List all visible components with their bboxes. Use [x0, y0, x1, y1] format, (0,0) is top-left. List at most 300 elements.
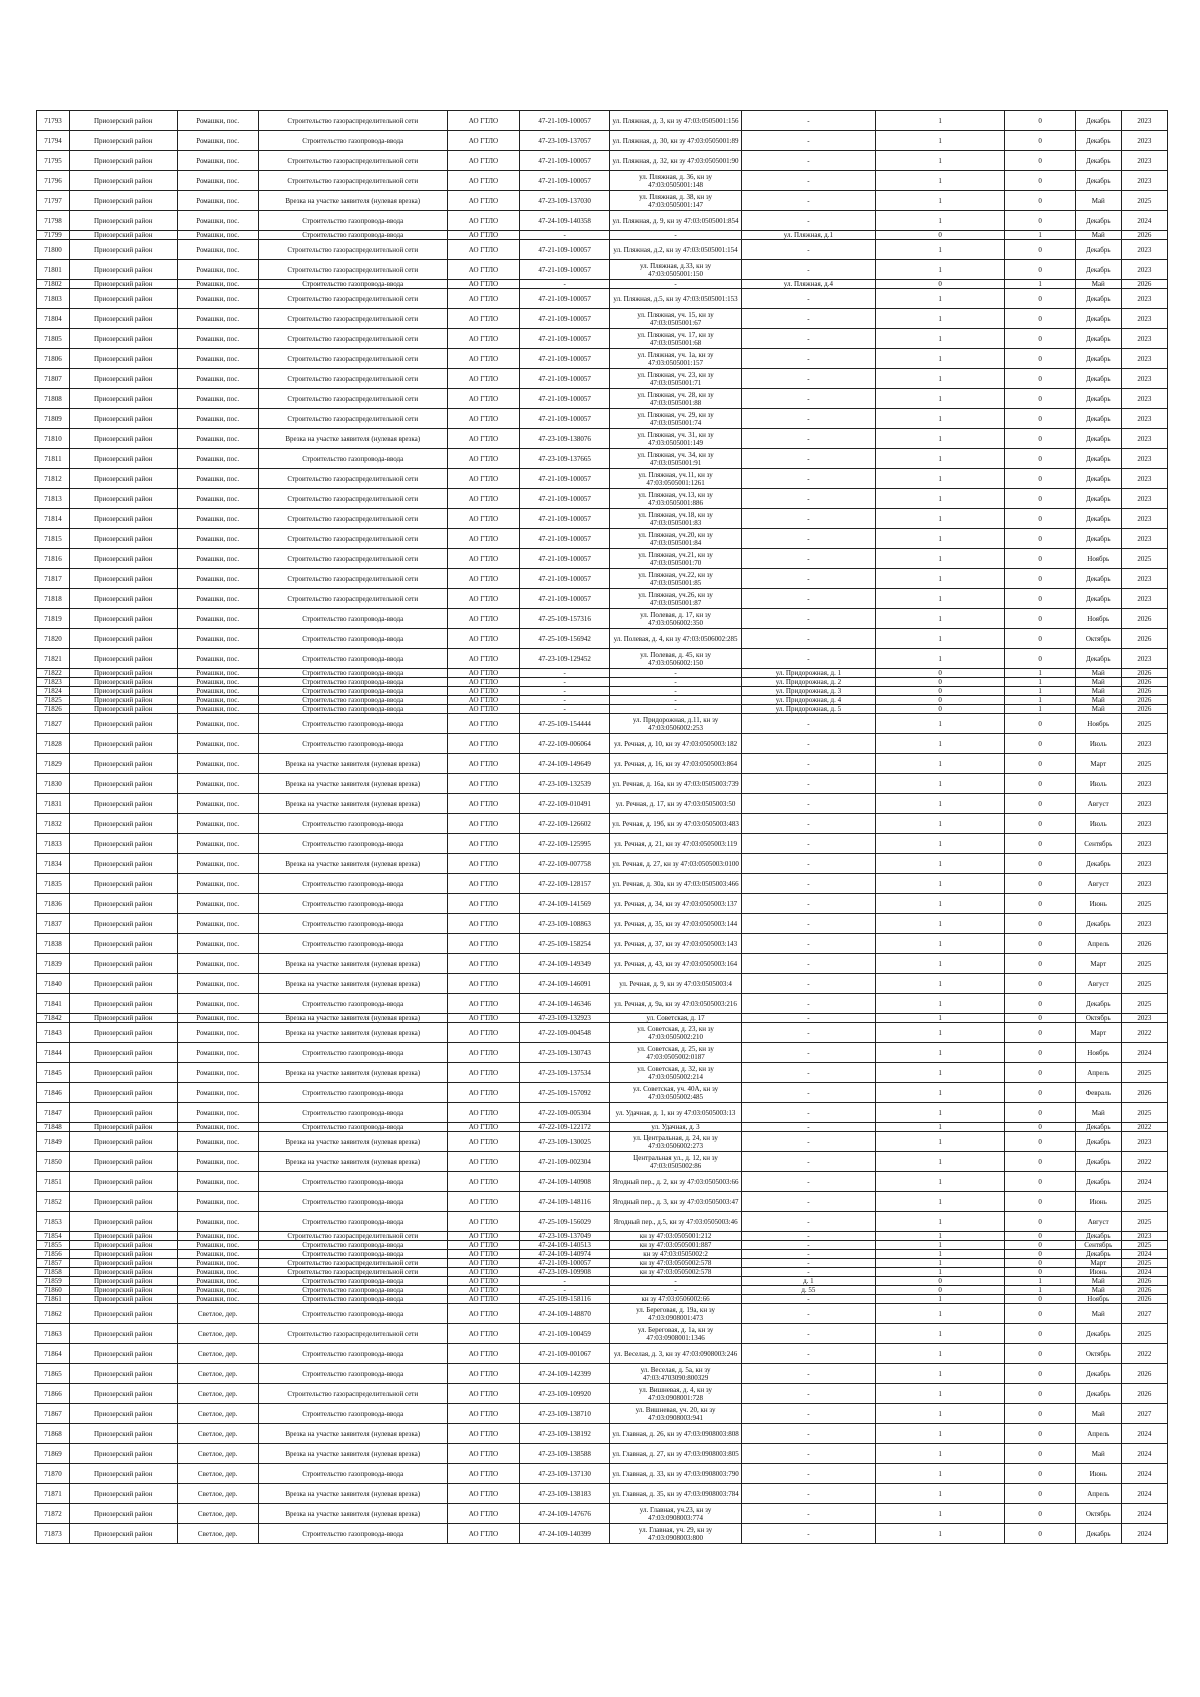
count-b-cell: 0 — [1005, 1241, 1075, 1250]
district-cell: Приозерский район — [69, 369, 177, 389]
month-cell: Ноябрь — [1075, 1295, 1121, 1304]
contract-cell: 47-21-109-100057 — [520, 111, 610, 131]
settlement-cell: Ромашки, пос. — [177, 151, 258, 171]
organization-cell: АО ГТЛО — [447, 1063, 519, 1083]
month-cell: Декабрь — [1075, 1123, 1121, 1132]
address-cell: - — [741, 1464, 875, 1484]
year-cell: 2024 — [1121, 211, 1167, 231]
table-row — [37, 1464, 1168, 1484]
month-cell: Март — [1075, 754, 1121, 774]
month-cell: Декабрь — [1075, 449, 1121, 469]
settlement-cell: Ромашки, пос. — [177, 1212, 258, 1232]
row-number: 71828 — [37, 734, 70, 754]
address-cell: - — [741, 409, 875, 429]
count-a-cell: 1 — [875, 1132, 1005, 1152]
year-cell: 2024 — [1121, 1268, 1167, 1277]
cadastral-address-cell: ул. Речная, д. 30а, кн зу 47:03:0505003:466 — [610, 874, 742, 894]
district-cell: Приозерский район — [69, 1295, 177, 1304]
address-cell: - — [741, 814, 875, 834]
work-type-cell: Строительство газораспределительной сети — [258, 409, 447, 429]
count-b-cell: 0 — [1005, 489, 1075, 509]
contract-cell: 47-21-109-100057 — [520, 289, 610, 309]
settlement-cell: Ромашки, пос. — [177, 211, 258, 231]
address-cell: - — [741, 874, 875, 894]
count-b-cell: 0 — [1005, 349, 1075, 369]
address-cell: - — [741, 1384, 875, 1404]
work-type-cell: Строительство газораспределительной сети — [258, 1324, 447, 1344]
count-b-cell: 0 — [1005, 1043, 1075, 1063]
contract-cell: - — [520, 687, 610, 696]
row-number: 71831 — [37, 794, 70, 814]
cadastral-address-cell: ул. Пляжная, уч. 17, кн зу 47:03:0505001:68 — [610, 329, 742, 349]
data-table — [36, 110, 1168, 1544]
contract-cell: 47-25-109-156029 — [520, 1212, 610, 1232]
table-row — [37, 589, 1168, 609]
count-a-cell: 1 — [875, 289, 1005, 309]
address-cell: - — [741, 1295, 875, 1304]
count-a-cell: 1 — [875, 874, 1005, 894]
count-a-cell: 1 — [875, 854, 1005, 874]
work-type-cell: Строительство газопровода-ввода — [258, 211, 447, 231]
organization-cell: АО ГТЛО — [447, 834, 519, 854]
count-a-cell: 0 — [875, 669, 1005, 678]
address-cell: - — [741, 914, 875, 934]
year-cell: 2023 — [1121, 111, 1167, 131]
work-type-cell: Строительство газопровода-ввода — [258, 705, 447, 714]
address-cell: - — [741, 1212, 875, 1232]
month-cell: Декабрь — [1075, 309, 1121, 329]
settlement-cell: Ромашки, пос. — [177, 569, 258, 589]
row-number: 71850 — [37, 1152, 70, 1172]
count-b-cell: 0 — [1005, 1424, 1075, 1444]
settlement-cell: Ромашки, пос. — [177, 914, 258, 934]
table-row — [37, 1063, 1168, 1083]
work-type-cell: Строительство газопровода-ввода — [258, 734, 447, 754]
month-cell: Август — [1075, 974, 1121, 994]
table-row — [37, 151, 1168, 171]
organization-cell: АО ГТЛО — [447, 329, 519, 349]
table-row — [37, 1250, 1168, 1259]
district-cell: Приозерский район — [69, 389, 177, 409]
month-cell: Октябрь — [1075, 1014, 1121, 1023]
count-a-cell: 1 — [875, 629, 1005, 649]
row-number: 71839 — [37, 954, 70, 974]
table-row — [37, 705, 1168, 714]
month-cell: Декабрь — [1075, 1384, 1121, 1404]
count-b-cell: 0 — [1005, 794, 1075, 814]
organization-cell: АО ГТЛО — [447, 349, 519, 369]
month-cell: Сентябрь — [1075, 1241, 1121, 1250]
organization-cell: АО ГТЛО — [447, 1504, 519, 1524]
year-cell: 2024 — [1121, 1484, 1167, 1504]
count-a-cell: 1 — [875, 369, 1005, 389]
district-cell: Приозерский район — [69, 1232, 177, 1241]
work-type-cell: Строительство газораспределительной сети — [258, 260, 447, 280]
table-row — [37, 231, 1168, 240]
settlement-cell: Светлое, дер. — [177, 1304, 258, 1324]
work-type-cell: Врезка на участке заявителя (нулевая врезка) — [258, 1023, 447, 1043]
work-type-cell: Строительство газораспределительной сети — [258, 329, 447, 349]
month-cell: Декабрь — [1075, 369, 1121, 389]
contract-cell: 47-22-109-125995 — [520, 834, 610, 854]
organization-cell: АО ГТЛО — [447, 1324, 519, 1344]
year-cell: 2025 — [1121, 1063, 1167, 1083]
row-number: 71842 — [37, 1014, 70, 1023]
contract-cell: 47-21-109-002304 — [520, 1152, 610, 1172]
count-a-cell: 1 — [875, 834, 1005, 854]
district-cell: Приозерский район — [69, 289, 177, 309]
address-cell: - — [741, 794, 875, 814]
district-cell: Приозерский район — [69, 349, 177, 369]
settlement-cell: Ромашки, пос. — [177, 549, 258, 569]
address-cell: - — [741, 854, 875, 874]
table-row — [37, 1324, 1168, 1344]
work-type-cell: Строительство газораспределительной сети — [258, 1232, 447, 1241]
district-cell: Приозерский район — [69, 678, 177, 687]
row-number: 71843 — [37, 1023, 70, 1043]
contract-cell: 47-21-109-100057 — [520, 529, 610, 549]
cadastral-address-cell: ул. Главная, уч. 29, кн зу 47:03:0908003:800 — [610, 1524, 742, 1544]
cadastral-address-cell: ул. Удачная, д. 1, кн зу 47:03:0505003:13 — [610, 1103, 742, 1123]
settlement-cell: Ромашки, пос. — [177, 714, 258, 734]
row-number: 71861 — [37, 1295, 70, 1304]
address-cell: - — [741, 934, 875, 954]
settlement-cell: Ромашки, пос. — [177, 934, 258, 954]
cadastral-address-cell: ул. Главная, д. 26, кн зу 47:03:0908003:808 — [610, 1424, 742, 1444]
year-cell: 2023 — [1121, 874, 1167, 894]
contract-cell: - — [520, 705, 610, 714]
year-cell: 2025 — [1121, 191, 1167, 211]
address-cell: - — [741, 191, 875, 211]
settlement-cell: Ромашки, пос. — [177, 309, 258, 329]
contract-cell: 47-24-109-140974 — [520, 1250, 610, 1259]
year-cell: 2023 — [1121, 151, 1167, 171]
count-a-cell: 1 — [875, 609, 1005, 629]
settlement-cell: Ромашки, пос. — [177, 874, 258, 894]
year-cell: 2026 — [1121, 609, 1167, 629]
table-row — [37, 1172, 1168, 1192]
row-number: 71824 — [37, 687, 70, 696]
address-cell: - — [741, 1103, 875, 1123]
count-b-cell: 1 — [1005, 1277, 1075, 1286]
row-number: 71813 — [37, 489, 70, 509]
address-cell: - — [741, 549, 875, 569]
organization-cell: АО ГТЛО — [447, 705, 519, 714]
count-a-cell: 1 — [875, 914, 1005, 934]
count-a-cell: 1 — [875, 1172, 1005, 1192]
contract-cell: - — [520, 231, 610, 240]
row-number: 71827 — [37, 714, 70, 734]
count-b-cell: 0 — [1005, 1464, 1075, 1484]
contract-cell: 47-24-109-140513 — [520, 1241, 610, 1250]
address-cell: - — [741, 714, 875, 734]
address-cell: - — [741, 211, 875, 231]
contract-cell: 47-23-109-138183 — [520, 1484, 610, 1504]
district-cell: Приозерский район — [69, 1192, 177, 1212]
month-cell: Май — [1075, 705, 1121, 714]
district-cell: Приозерский район — [69, 469, 177, 489]
cadastral-address-cell: ул. Вишневая, д. 4, кн зу 47:03:0908001:728 — [610, 1384, 742, 1404]
district-cell: Приозерский район — [69, 1484, 177, 1504]
table-row — [37, 309, 1168, 329]
address-cell: - — [741, 589, 875, 609]
year-cell: 2025 — [1121, 714, 1167, 734]
work-type-cell: Врезка на участке заявителя (нулевая врезка) — [258, 1063, 447, 1083]
table-row — [37, 1384, 1168, 1404]
work-type-cell: Строительство газопровода-ввода — [258, 874, 447, 894]
month-cell: Июль — [1075, 774, 1121, 794]
count-b-cell: 0 — [1005, 211, 1075, 231]
contract-cell: 47-23-109-137057 — [520, 131, 610, 151]
count-b-cell: 0 — [1005, 1384, 1075, 1404]
count-a-cell: 1 — [875, 1241, 1005, 1250]
row-number: 71825 — [37, 696, 70, 705]
district-cell: Приозерский район — [69, 629, 177, 649]
row-number: 71811 — [37, 449, 70, 469]
settlement-cell: Ромашки, пос. — [177, 1083, 258, 1103]
organization-cell: АО ГТЛО — [447, 1083, 519, 1103]
organization-cell: АО ГТЛО — [447, 131, 519, 151]
contract-cell: 47-22-109-010491 — [520, 794, 610, 814]
year-cell: 2024 — [1121, 1504, 1167, 1524]
address-cell: - — [741, 1250, 875, 1259]
settlement-cell: Ромашки, пос. — [177, 1268, 258, 1277]
cadastral-address-cell: ул. Полевая, д. 4, кн зу 47:03:0506002:285 — [610, 629, 742, 649]
row-number: 71833 — [37, 834, 70, 854]
table-row — [37, 1524, 1168, 1544]
count-a-cell: 1 — [875, 794, 1005, 814]
work-type-cell: Врезка на участке заявителя (нулевая врезка) — [258, 1014, 447, 1023]
settlement-cell: Ромашки, пос. — [177, 1250, 258, 1259]
address-cell: ул. Придорожная, д. 1 — [741, 669, 875, 678]
count-a-cell: 1 — [875, 1083, 1005, 1103]
cadastral-address-cell: ул. Пляжная, уч.11, кн зу 47:03:0505001:1261 — [610, 469, 742, 489]
address-cell: - — [741, 1063, 875, 1083]
row-number: 71832 — [37, 814, 70, 834]
district-cell: Приозерский район — [69, 705, 177, 714]
settlement-cell: Ромашки, пос. — [177, 1103, 258, 1123]
year-cell: 2024 — [1121, 1464, 1167, 1484]
address-cell: - — [741, 1404, 875, 1424]
district-cell: Приозерский район — [69, 1241, 177, 1250]
month-cell: Июнь — [1075, 894, 1121, 914]
settlement-cell: Ромашки, пос. — [177, 529, 258, 549]
table-row — [37, 489, 1168, 509]
cadastral-address-cell: кн зу 47:03:0505002:578 — [610, 1259, 742, 1268]
count-b-cell: 0 — [1005, 111, 1075, 131]
settlement-cell: Ромашки, пос. — [177, 1241, 258, 1250]
address-cell: - — [741, 1304, 875, 1324]
count-b-cell: 0 — [1005, 974, 1075, 994]
count-a-cell: 1 — [875, 1023, 1005, 1043]
count-a-cell: 0 — [875, 696, 1005, 705]
work-type-cell: Строительство газопровода-ввода — [258, 1123, 447, 1132]
organization-cell: АО ГТЛО — [447, 1268, 519, 1277]
work-type-cell: Строительство газопровода-ввода — [258, 280, 447, 289]
month-cell: Декабрь — [1075, 914, 1121, 934]
work-type-cell: Врезка на участке заявителя (нулевая врезка) — [258, 954, 447, 974]
count-b-cell: 0 — [1005, 814, 1075, 834]
organization-cell: АО ГТЛО — [447, 1123, 519, 1132]
count-a-cell: 1 — [875, 349, 1005, 369]
work-type-cell: Строительство газораспределительной сети — [258, 549, 447, 569]
contract-cell: 47-21-109-100057 — [520, 369, 610, 389]
organization-cell: АО ГТЛО — [447, 669, 519, 678]
table-row — [37, 260, 1168, 280]
address-cell: - — [741, 529, 875, 549]
month-cell: Ноябрь — [1075, 549, 1121, 569]
month-cell: Декабрь — [1075, 211, 1121, 231]
organization-cell: АО ГТЛО — [447, 714, 519, 734]
contract-cell: 47-25-109-157092 — [520, 1083, 610, 1103]
count-a-cell: 1 — [875, 1250, 1005, 1259]
cadastral-address-cell: ул. Советская, уч. 40А, кн зу 47:03:0505002:485 — [610, 1083, 742, 1103]
row-number: 71830 — [37, 774, 70, 794]
row-number: 71863 — [37, 1324, 70, 1344]
address-cell: - — [741, 569, 875, 589]
work-type-cell: Строительство газопровода-ввода — [258, 1083, 447, 1103]
district-cell: Приозерский район — [69, 1464, 177, 1484]
table-row — [37, 734, 1168, 754]
contract-cell: 47-24-109-142399 — [520, 1364, 610, 1384]
row-number: 71796 — [37, 171, 70, 191]
count-b-cell: 0 — [1005, 549, 1075, 569]
district-cell: Приозерский район — [69, 449, 177, 469]
month-cell: Декабрь — [1075, 1152, 1121, 1172]
contract-cell: 47-21-109-100459 — [520, 1324, 610, 1344]
row-number: 71868 — [37, 1424, 70, 1444]
count-b-cell: 0 — [1005, 934, 1075, 954]
work-type-cell: Врезка на участке заявителя (нулевая врезка) — [258, 754, 447, 774]
month-cell: Декабрь — [1075, 469, 1121, 489]
count-b-cell: 0 — [1005, 469, 1075, 489]
count-a-cell: 1 — [875, 1014, 1005, 1023]
settlement-cell: Светлое, дер. — [177, 1324, 258, 1344]
work-type-cell: Врезка на участке заявителя (нулевая врезка) — [258, 1424, 447, 1444]
address-cell: ул. Придорожная, д. 4 — [741, 696, 875, 705]
year-cell: 2023 — [1121, 329, 1167, 349]
cadastral-address-cell: ул. Речная, д. 17, кн зу 47:03:0505003:50 — [610, 794, 742, 814]
table-row — [37, 191, 1168, 211]
year-cell: 2026 — [1121, 687, 1167, 696]
district-cell: Приозерский район — [69, 934, 177, 954]
year-cell: 2023 — [1121, 171, 1167, 191]
table-row — [37, 329, 1168, 349]
month-cell: Декабрь — [1075, 260, 1121, 280]
settlement-cell: Ромашки, пос. — [177, 389, 258, 409]
count-a-cell: 1 — [875, 1212, 1005, 1232]
contract-cell: 47-25-109-154444 — [520, 714, 610, 734]
month-cell: Май — [1075, 1286, 1121, 1295]
organization-cell: АО ГТЛО — [447, 171, 519, 191]
work-type-cell: Строительство газораспределительной сети — [258, 171, 447, 191]
address-cell: ул. Придорожная, д. 5 — [741, 705, 875, 714]
count-b-cell: 0 — [1005, 874, 1075, 894]
contract-cell: 47-21-109-100057 — [520, 489, 610, 509]
work-type-cell: Строительство газопровода-ввода — [258, 629, 447, 649]
work-type-cell: Строительство газопровода-ввода — [258, 814, 447, 834]
month-cell: Март — [1075, 1023, 1121, 1043]
table-row — [37, 529, 1168, 549]
table-row — [37, 649, 1168, 669]
work-type-cell: Строительство газораспределительной сети — [258, 111, 447, 131]
year-cell: 2022 — [1121, 1344, 1167, 1364]
contract-cell: 47-25-109-158254 — [520, 934, 610, 954]
row-number: 71823 — [37, 678, 70, 687]
district-cell: Приозерский район — [69, 774, 177, 794]
year-cell: 2022 — [1121, 1152, 1167, 1172]
cadastral-address-cell: ул. Речная, д. 16а, кн зу 47:03:0505003:739 — [610, 774, 742, 794]
district-cell: Приозерский район — [69, 1123, 177, 1132]
settlement-cell: Ромашки, пос. — [177, 687, 258, 696]
district-cell: Приозерский район — [69, 309, 177, 329]
cadastral-address-cell: ул. Центральная, д. 24, кн зу 47:03:0506002:273 — [610, 1132, 742, 1152]
month-cell: Май — [1075, 1277, 1121, 1286]
work-type-cell: Строительство газопровода-ввода — [258, 687, 447, 696]
organization-cell: АО ГТЛО — [447, 934, 519, 954]
row-number: 71793 — [37, 111, 70, 131]
address-cell: - — [741, 509, 875, 529]
cadastral-address-cell: ул. Пляжная, уч. 31, кн зу 47:03:0505001:149 — [610, 429, 742, 449]
contract-cell: - — [520, 1277, 610, 1286]
count-a-cell: 1 — [875, 151, 1005, 171]
table-row — [37, 289, 1168, 309]
settlement-cell: Ромашки, пос. — [177, 774, 258, 794]
year-cell: 2026 — [1121, 1384, 1167, 1404]
row-number: 71814 — [37, 509, 70, 529]
address-cell: - — [741, 389, 875, 409]
cadastral-address-cell: ул. Пляжная, уч. 15, кн зу 47:03:0505001:67 — [610, 309, 742, 329]
count-a-cell: 0 — [875, 231, 1005, 240]
organization-cell: АО ГТЛО — [447, 894, 519, 914]
month-cell: Июнь — [1075, 1192, 1121, 1212]
table-row — [37, 429, 1168, 449]
month-cell: Декабрь — [1075, 131, 1121, 151]
settlement-cell: Ромашки, пос. — [177, 489, 258, 509]
count-a-cell: 1 — [875, 1404, 1005, 1424]
work-type-cell: Врезка на участке заявителя (нулевая врезка) — [258, 794, 447, 814]
year-cell: 2023 — [1121, 1014, 1167, 1023]
cadastral-address-cell: ул. Речная, д. 9, кн зу 47:03:0505003:4 — [610, 974, 742, 994]
table-row — [37, 389, 1168, 409]
count-b-cell: 0 — [1005, 191, 1075, 211]
table-row — [37, 1364, 1168, 1384]
count-b-cell: 0 — [1005, 509, 1075, 529]
work-type-cell: Строительство газопровода-ввода — [258, 1250, 447, 1259]
settlement-cell: Ромашки, пос. — [177, 171, 258, 191]
cadastral-address-cell: ул. Речная, д. 9а, кн зу 47:03:0505003:216 — [610, 994, 742, 1014]
contract-cell: 47-23-109-138710 — [520, 1404, 610, 1424]
organization-cell: АО ГТЛО — [447, 260, 519, 280]
count-b-cell: 0 — [1005, 1123, 1075, 1132]
count-b-cell: 0 — [1005, 1444, 1075, 1464]
work-type-cell: Строительство газопровода-ввода — [258, 934, 447, 954]
count-b-cell: 0 — [1005, 1324, 1075, 1344]
organization-cell: АО ГТЛО — [447, 389, 519, 409]
district-cell: Приозерский район — [69, 914, 177, 934]
row-number: 71810 — [37, 429, 70, 449]
year-cell: 2024 — [1121, 1043, 1167, 1063]
district-cell: Приозерский район — [69, 1023, 177, 1043]
address-cell: - — [741, 1123, 875, 1132]
count-a-cell: 1 — [875, 754, 1005, 774]
cadastral-address-cell: ул. Главная, уч.23, кн зу 47:03:0908003:774 — [610, 1504, 742, 1524]
organization-cell: АО ГТЛО — [447, 1344, 519, 1364]
cadastral-address-cell: ул. Главная, д. 33, кн зу 47:03:0908003:790 — [610, 1464, 742, 1484]
work-type-cell: Строительство газопровода-ввода — [258, 609, 447, 629]
organization-cell: АО ГТЛО — [447, 549, 519, 569]
row-number: 71808 — [37, 389, 70, 409]
